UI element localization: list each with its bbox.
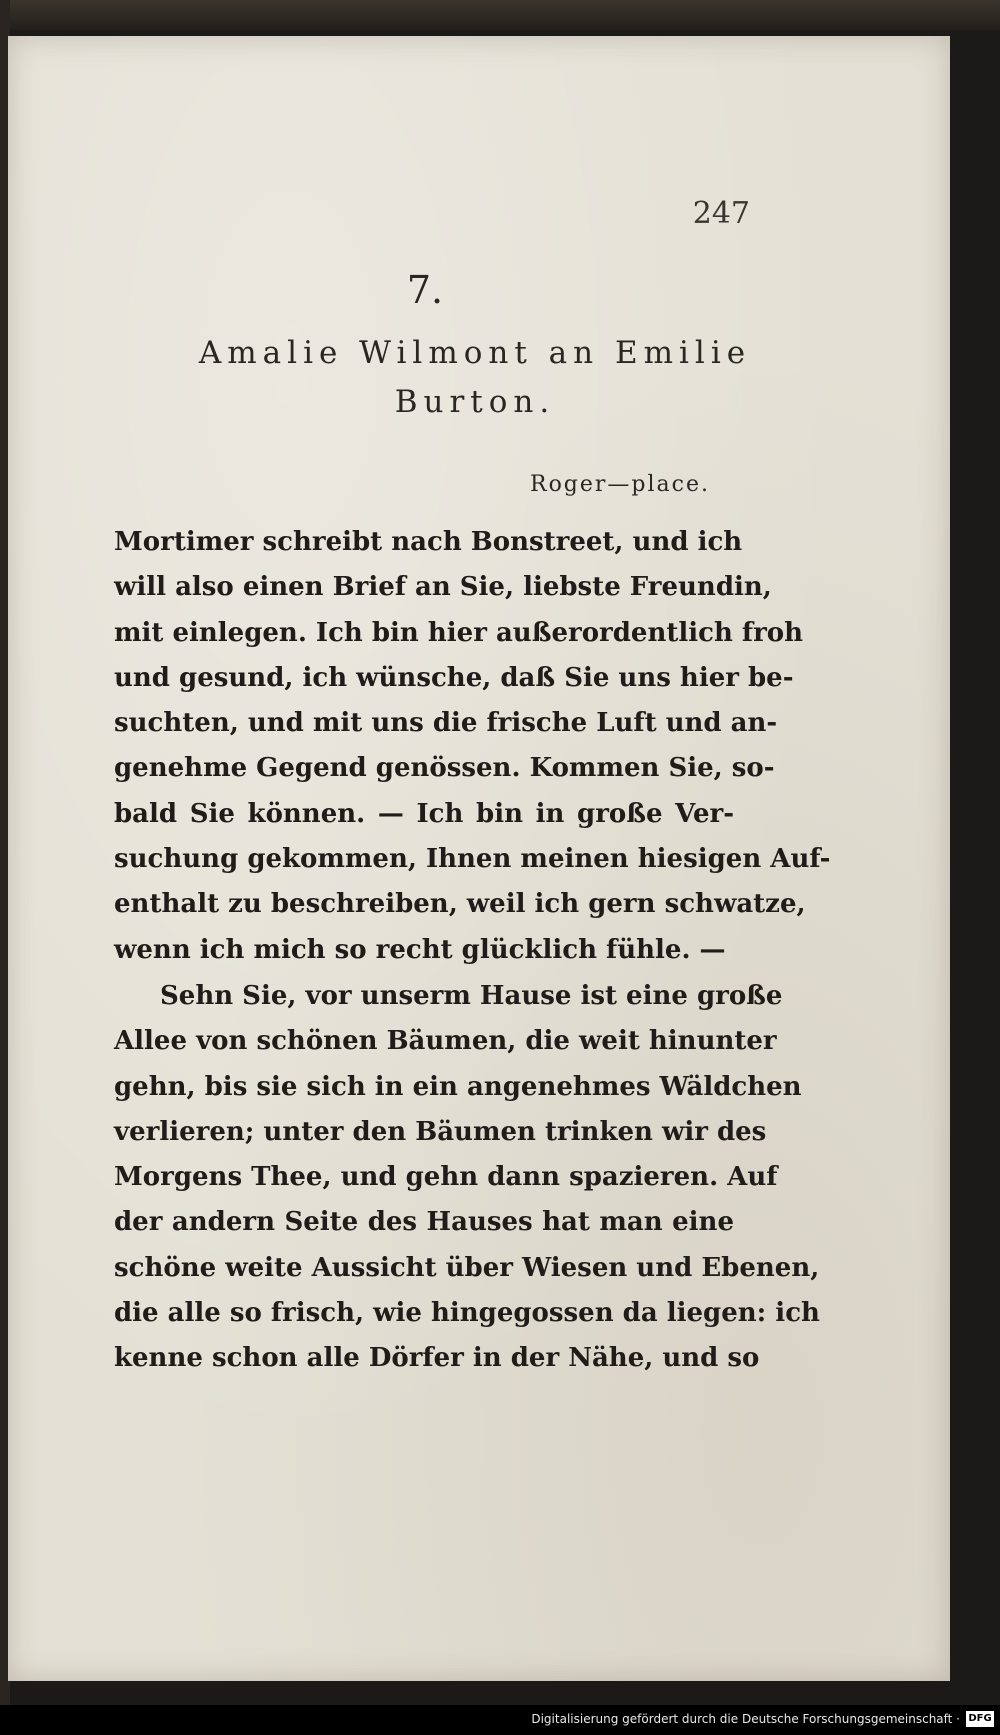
dfg-logo-icon: DFG <box>966 1711 994 1727</box>
text-line: verlieren; unter den Bäumen trinken wir des <box>114 1116 767 1147</box>
letter-heading-line-1: Amalie Wilmont an Emilie <box>198 335 752 371</box>
letter-place: Roger—place. <box>530 472 710 497</box>
text-line: enthalt zu beschreiben, weil ich gern schwatze, <box>114 889 806 920</box>
text-line: kenne schon alle Dörfer in der Nähe, und so <box>114 1343 760 1374</box>
chapter-number: 7. <box>406 268 444 312</box>
text-line: schöne weite Aussicht über Wiesen und Ebenen, <box>114 1252 820 1283</box>
text-line: suchten, und mit uns die frische Luft und an- <box>114 708 778 739</box>
paragraph-1 <box>114 520 831 973</box>
text-line: Allee von schönen Bäumen, die weit hinunter <box>114 1026 777 1057</box>
text-line: Sehn Sie, vor unserm Hause ist eine große <box>160 981 783 1011</box>
text-line: mit einlegen. Ich bin hier außerordentlich froh <box>114 617 804 648</box>
text-line: der andern Seite des Hauses hat man eine <box>114 1207 734 1238</box>
digitization-credit: Digitalisierung gefördert durch die Deutsche Forschungsgemeinschaft · <box>531 1712 960 1726</box>
text-line: will also einen Brief an Sie, liebste Freundin, <box>114 572 772 603</box>
letter-heading-line-2: Burton. <box>394 384 556 420</box>
text-line: die alle so frisch, wie hingegossen da liegen: ich <box>114 1298 820 1329</box>
text-line: bald Sie können. — Ich bin in große Ver- <box>114 798 734 829</box>
text-line: Mortimer schreibt nach Bonstreet, und ich <box>114 527 743 557</box>
text-line: suchung gekommen, Ihnen meinen hiesigen Auf- <box>114 844 831 875</box>
paragraph-2 <box>114 974 820 1382</box>
page-number: 247 <box>692 196 750 231</box>
text-line: genehme Gegend genössen. Kommen Sie, so- <box>114 753 775 784</box>
text-line: wenn ich mich so recht glücklich fühle. — <box>114 934 726 965</box>
text-line: und gesund, ich wünsche, daß Sie uns hier be- <box>114 662 794 693</box>
text-line: Morgens Thee, und gehn dann spazieren. Auf <box>114 1162 778 1193</box>
text-line: gehn, bis sie sich in ein angenehmes Wäldchen <box>114 1071 802 1102</box>
scan-top-border <box>0 0 1000 30</box>
